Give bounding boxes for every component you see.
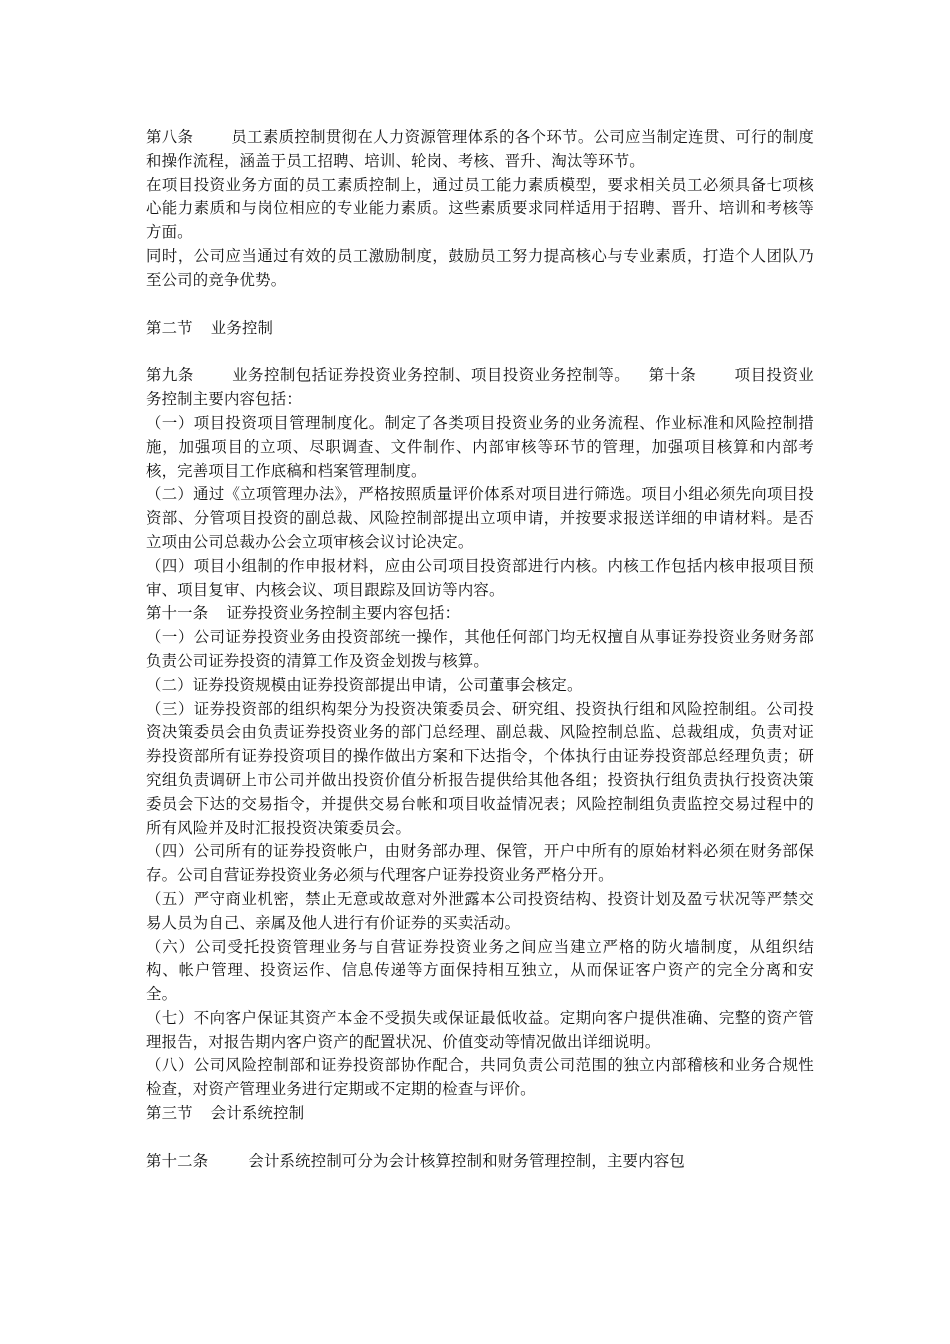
document-page [146,126,814,1174]
article-11 [146,602,814,626]
article-11-item: （二）证券投资规模由证券投资部提出申请，公司董事会核定。 [146,675,583,694]
article-11-item: （八）公司风险控制部和证券投资部协作配合，共同负责公司范围的独立内部稽核和业务合规性检查，对资产管理业务进行定期或不定期的检查与评价。 [146,1056,814,1099]
article-10-item: （一）项目投资项目管理制度化。制定了各类项目投资业务的业务流程、作业标准和风险控制措施，加强项目的立项、尽职调查、文件制作、内部审核等环节的管理，加强项目核算和内部考核，完善项目工作底稿和档案管理制度。 [146,413,814,480]
article-11-text: 证券投资业务控制主要内容包括： [226,604,461,623]
article-8 [146,126,814,174]
section-2-heading [146,317,814,341]
article-10-item: （四）项目小组制的作申报材料，应由公司项目投资部进行内核。内核工作包括内核申报项目预审、项目复审、内核会议、项目跟踪及回访等内容。 [146,556,814,599]
article-12-text: 会计系统控制可分为会计核算控制和财务管理控制，主要内容包 [248,1151,685,1170]
article-10-text: 项目投资业务控制主要内容包括： [146,366,814,409]
article-11-item: （一）公司证券投资业务由投资部统一操作，其他任何部门均无权擅自从事证券投资业务财务部负责公司证券投资的清算工作及资金划拨与核算。 [146,628,814,670]
section-3-heading [146,1102,814,1126]
section-2-label: 第二节 [146,318,193,337]
article-12 [146,1150,814,1174]
article-11-item: （三）证券投资部的组织构架分为投资决策委员会、研究组、投资执行组和风险控制组。公司投资决策委员会由负责证券投资业务的部门总经理、副总裁、风险控制总监、总裁组成，负责对证券投资部所有证券投资项目的操作做出方案和下达指令，个体执行由证券投资部总经理负责；研究组负责调研上市公司并做出投资价值分析报告提供给其他各组；投资执行组负责执行投资决策委员会下达的交易指令，并提供交易台帐和项目收益情况表；风险控制组负责监控交易过程中的所有风险并及时汇报投资决策委员会。 [146,699,814,837]
article-8-text: 员工素质控制贯彻在人力资源管理体系的各个环节。公司应当制定连贯、可行的制度和操作流程，涵盖于员工招聘、培训、轮岗、考核、晋升、淘汰等环节。 [146,128,814,170]
article-9-label: 第九条 [146,366,194,385]
article-11-item: （七）不向客户保证其资产本金不受损失或保证最低收益。定期向客户提供准确、完整的资产管理报告，对报告期内客户资产的配置状况、价值变动等情况做出详细说明。 [146,1008,814,1051]
article-11-label: 第十一条 [146,604,209,623]
article-12-label: 第十二条 [146,1151,209,1170]
section-3-title: 会计系统控制 [210,1104,305,1123]
article-11-item: （五）严守商业机密，禁止无意或故意对外泄露本公司投资结构、投资计划及盈亏状况等严禁交易人员为自己、亲属及他人进行有价证券的买卖活动。 [146,889,814,932]
article-10-label: 第十条 [648,366,697,385]
article-11-item: （四）公司所有的证券投资帐户，由财务部办理、保管，开户中所有的原始材料必须在财务部保存。公司自营证券投资业务必须与代理客户证券投资业务严格分开。 [146,842,814,885]
article-11-item: （六）公司受托投资管理业务与自营证券投资业务之间应当建立严格的防火墙制度，从组织结构、帐户管理、投资运作、信息传递等方面保持相互独立，从而保证客户资产的完全分离和安全。 [146,937,814,1004]
article-8-label: 第八条 [146,128,194,146]
article-10-item: （二）通过《立项管理办法》，严格按照质量评价体系对项目进行筛选。项目小组必须先向项目投资部、分管项目投资的副总裁、风险控制部提出立项申请，并按要求报送详细的申请材料。是否立项由公司总裁办公会立项审核会议讨论决定。 [146,485,814,551]
article-9-text: 业务控制包括证券投资业务控制、项目投资业务控制等。 [231,366,631,385]
article-8-paragraph-3: 同时，公司应当通过有效的员工激励制度，鼓励员工努力提高核心与专业素质，打造个人团队乃至公司的竞争优势。 [146,246,814,289]
section-3-label: 第三节 [146,1104,193,1123]
article-8-paragraph-2: 在项目投资业务方面的员工素质控制上，通过员工能力素质模型，要求相关员工必须具备七项核心能力素质和与岗位相应的专业能力素质。这些素质要求同样适用于招聘、晋升、培训和考核等方面。 [146,175,814,242]
article-9 [146,364,814,412]
section-2-title: 业务控制 [210,318,274,337]
